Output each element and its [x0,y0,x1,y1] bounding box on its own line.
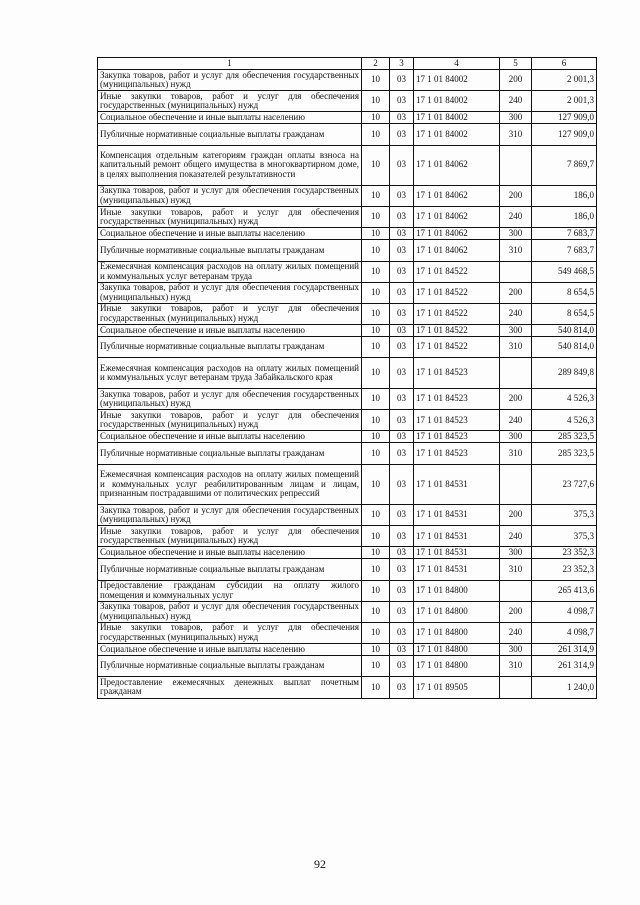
table-row [98,261,597,282]
target-article-code: 17 1 01 84800 [414,601,500,622]
amount-value: 375,3 [532,505,597,526]
expense-type-code [500,261,532,282]
amount-value: 549 468,5 [532,261,597,282]
subsection-code: 03 [390,124,414,145]
amount-value: 7 683,7 [532,240,597,261]
table-row [98,547,597,559]
subsection-code: 03 [390,207,414,228]
row-description: Иные закупки товаров, работ и услуг для обеспечения государственных (муниципальных) нужд [98,526,362,547]
row-description: Социальное обеспечение и иные выплаты населению [98,325,362,337]
subsection-code: 03 [390,580,414,601]
table-row [98,677,597,698]
amount-value: 4 526,3 [532,410,597,431]
row-description: Публичные нормативные социальные выплаты гражданам [98,240,362,261]
expense-type-code: 200 [500,389,532,410]
subsection-code: 03 [390,443,414,464]
amount-value: 23 352,3 [532,547,597,559]
subsection-code: 03 [390,282,414,303]
amount-value: 540 814,0 [532,337,597,358]
subsection-code: 03 [390,622,414,643]
subsection-code: 03 [390,656,414,677]
table-row [98,505,597,526]
row-description: Иные закупки товаров, работ и услуг для обеспечения государственных (муниципальных) нужд [98,303,362,324]
section-code: 10 [362,559,390,580]
amount-value: 285 323,5 [532,431,597,443]
row-description: Социальное обеспечение и иные выплаты населению [98,431,362,443]
expense-type-code: 300 [500,547,532,559]
target-article-code: 17 1 01 84062 [414,228,500,240]
section-code: 10 [362,228,390,240]
expense-type-code: 200 [500,601,532,622]
row-description: Ежемесячная компенсация расходов на оплату жилых помещений и коммунальных услуг ветеранам труда [98,261,362,282]
target-article-code: 17 1 01 84062 [414,185,500,206]
header-cell-1: 1 [98,58,362,70]
section-code: 10 [362,207,390,228]
target-article-code: 17 1 01 84523 [414,443,500,464]
row-description: Иные закупки товаров, работ и услуг для обеспечения государственных (муниципальных) нужд [98,207,362,228]
row-description: Закупка товаров, работ и услуг для обеспечения государственных (муниципальных) нужд [98,185,362,206]
expense-type-code: 200 [500,185,532,206]
row-description: Социальное обеспечение и иные выплаты населению [98,547,362,559]
amount-value: 2 001,3 [532,91,597,112]
expense-type-code: 300 [500,112,532,124]
section-code: 10 [362,185,390,206]
target-article-code: 17 1 01 84522 [414,303,500,324]
subsection-code: 03 [390,505,414,526]
table-row [98,124,597,145]
table-row [98,112,597,124]
section-code: 10 [362,145,390,185]
target-article-code: 17 1 01 84523 [414,389,500,410]
target-article-code: 17 1 01 84531 [414,559,500,580]
subsection-code: 03 [390,410,414,431]
row-description: Предоставление ежемесячных денежных выплат почетным гражданам [98,677,362,698]
target-article-code: 17 1 01 84522 [414,337,500,358]
target-article-code: 17 1 01 84531 [414,464,500,504]
expense-type-code [500,358,532,389]
target-article-code: 17 1 01 84522 [414,282,500,303]
amount-value: 375,3 [532,526,597,547]
target-article-code: 17 1 01 84531 [414,526,500,547]
amount-value: 8 654,5 [532,282,597,303]
row-description: Социальное обеспечение и иные выплаты населению [98,228,362,240]
amount-value: 23 727,6 [532,464,597,504]
table-row [98,228,597,240]
target-article-code: 17 1 01 84523 [414,358,500,389]
amount-value: 8 654,5 [532,303,597,324]
subsection-code: 03 [390,228,414,240]
table-row [98,337,597,358]
expense-type-code: 200 [500,282,532,303]
section-code: 10 [362,112,390,124]
target-article-code: 17 1 01 84800 [414,580,500,601]
row-description: Иные закупки товаров, работ и услуг для обеспечения государственных (муниципальных) нужд [98,91,362,112]
expense-type-code: 310 [500,124,532,145]
expense-type-code: 310 [500,443,532,464]
subsection-code: 03 [390,70,414,91]
subsection-code: 03 [390,91,414,112]
subsection-code: 03 [390,389,414,410]
subsection-code: 03 [390,185,414,206]
table-row [98,431,597,443]
row-description: Закупка товаров, работ и услуг для обеспечения государственных (муниципальных) нужд [98,505,362,526]
expense-type-code [500,677,532,698]
amount-value: 540 814,0 [532,325,597,337]
target-article-code: 17 1 01 84800 [414,622,500,643]
row-description: Публичные нормативные социальные выплаты гражданам [98,559,362,580]
expense-type-code [500,464,532,504]
section-code: 10 [362,282,390,303]
section-code: 10 [362,261,390,282]
expense-type-code: 240 [500,207,532,228]
section-code: 10 [362,431,390,443]
subsection-code: 03 [390,261,414,282]
amount-value: 261 314,9 [532,656,597,677]
section-code: 10 [362,70,390,91]
target-article-code: 17 1 01 84531 [414,547,500,559]
target-article-code: 17 1 01 84531 [414,505,500,526]
header-cell-3: 3 [390,58,414,70]
row-description: Компенсация отдельным категориям граждан оплаты взноса на капитальный ремонт общего имущества в многоквартирном доме, в целях выполнения показателей результативности [98,145,362,185]
section-code: 10 [362,656,390,677]
expense-type-code: 240 [500,303,532,324]
table-row [98,443,597,464]
section-code: 10 [362,337,390,358]
section-code: 10 [362,601,390,622]
row-description: Предоставление гражданам субсидии на оплату жилого помещения и коммунальных услуг [98,580,362,601]
table-row [98,91,597,112]
expense-type-code: 310 [500,656,532,677]
page-number: 92 [314,857,326,871]
target-article-code: 17 1 01 84523 [414,431,500,443]
target-article-code: 17 1 01 84002 [414,91,500,112]
row-description: Публичные нормативные социальные выплаты гражданам [98,124,362,145]
subsection-code: 03 [390,303,414,324]
header-cell-2: 2 [362,58,390,70]
table-row [98,207,597,228]
amount-value: 289 849,8 [532,358,597,389]
amount-value: 265 413,6 [532,580,597,601]
table-row [98,656,597,677]
row-description: Закупка товаров, работ и услуг для обеспечения государственных (муниципальных) нужд [98,70,362,91]
table-row [98,622,597,643]
subsection-code: 03 [390,547,414,559]
section-code: 10 [362,358,390,389]
expense-type-code: 240 [500,410,532,431]
expense-type-code: 240 [500,622,532,643]
target-article-code: 17 1 01 84062 [414,207,500,228]
table-row [98,303,597,324]
expense-type-code: 300 [500,325,532,337]
row-description: Социальное обеспечение и иные выплаты населению [98,644,362,656]
amount-value: 7 683,7 [532,228,597,240]
row-description: Ежемесячная компенсация расходов на оплату жилых помещений и коммунальных услуг реабилитированным лицам и лицам, признанным пострадавшими от политических репрессий [98,464,362,504]
section-code: 10 [362,240,390,261]
row-description: Публичные нормативные социальные выплаты гражданам [98,443,362,464]
subsection-code: 03 [390,644,414,656]
header-cell-4: 4 [414,58,500,70]
target-article-code: 17 1 01 84523 [414,410,500,431]
row-description: Публичные нормативные социальные выплаты гражданам [98,656,362,677]
subsection-code: 03 [390,112,414,124]
header-cell-5: 5 [500,58,532,70]
section-code: 10 [362,325,390,337]
section-code: 10 [362,547,390,559]
expense-type-code: 240 [500,91,532,112]
target-article-code: 17 1 01 84522 [414,261,500,282]
section-code: 10 [362,410,390,431]
section-code: 10 [362,443,390,464]
amount-value: 4 098,7 [532,622,597,643]
table-header-row [98,58,597,70]
table-row [98,145,597,185]
section-code: 10 [362,91,390,112]
amount-value: 23 352,3 [532,559,597,580]
budget-table [97,57,597,699]
subsection-code: 03 [390,526,414,547]
amount-value: 127 909,0 [532,124,597,145]
amount-value: 285 323,5 [532,443,597,464]
target-article-code: 17 1 01 84062 [414,145,500,185]
expense-type-code: 310 [500,240,532,261]
table-row [98,601,597,622]
row-description: Закупка товаров, работ и услуг для обеспечения государственных (муниципальных) нужд [98,601,362,622]
target-article-code: 17 1 01 84800 [414,644,500,656]
section-code: 10 [362,526,390,547]
subsection-code: 03 [390,240,414,261]
amount-value: 1 240,0 [532,677,597,698]
section-code: 10 [362,677,390,698]
table-row [98,644,597,656]
target-article-code: 17 1 01 84002 [414,124,500,145]
target-article-code: 17 1 01 84522 [414,325,500,337]
amount-value: 2 001,3 [532,70,597,91]
target-article-code: 17 1 01 84002 [414,70,500,91]
section-code: 10 [362,464,390,504]
subsection-code: 03 [390,145,414,185]
table-row [98,185,597,206]
row-description: Публичные нормативные социальные выплаты гражданам [98,337,362,358]
amount-value: 186,0 [532,207,597,228]
subsection-code: 03 [390,358,414,389]
target-article-code: 17 1 01 89505 [414,677,500,698]
table-row [98,410,597,431]
table-row [98,282,597,303]
expense-type-code: 310 [500,337,532,358]
row-description: Социальное обеспечение и иные выплаты населению [98,112,362,124]
section-code: 10 [362,389,390,410]
subsection-code: 03 [390,559,414,580]
expense-type-code: 300 [500,228,532,240]
section-code: 10 [362,622,390,643]
subsection-code: 03 [390,464,414,504]
section-code: 10 [362,124,390,145]
section-code: 10 [362,505,390,526]
table-body [98,58,597,699]
amount-value: 186,0 [532,185,597,206]
subsection-code: 03 [390,337,414,358]
table-row [98,580,597,601]
table-row [98,358,597,389]
table-row [98,559,597,580]
section-code: 10 [362,580,390,601]
expense-type-code [500,580,532,601]
expense-type-code: 240 [500,526,532,547]
expense-type-code: 310 [500,559,532,580]
target-article-code: 17 1 01 84800 [414,656,500,677]
amount-value: 4 526,3 [532,389,597,410]
header-cell-6: 6 [532,58,597,70]
amount-value: 261 314,9 [532,644,597,656]
section-code: 10 [362,644,390,656]
subsection-code: 03 [390,677,414,698]
expense-type-code: 300 [500,644,532,656]
target-article-code: 17 1 01 84062 [414,240,500,261]
table-row [98,389,597,410]
amount-value: 127 909,0 [532,112,597,124]
row-description: Ежемесячная компенсация расходов на оплату жилых помещений и коммунальных услуг ветеранам труда Забайкальского края [98,358,362,389]
expense-type-code [500,145,532,185]
amount-value: 4 098,7 [532,601,597,622]
table-row [98,240,597,261]
row-description: Иные закупки товаров, работ и услуг для обеспечения государственных (муниципальных) нужд [98,622,362,643]
expense-type-code: 200 [500,505,532,526]
table-row [98,325,597,337]
subsection-code: 03 [390,431,414,443]
expense-type-code: 300 [500,431,532,443]
table-row [98,464,597,504]
target-article-code: 17 1 01 84002 [414,112,500,124]
row-description: Закупка товаров, работ и услуг для обеспечения государственных (муниципальных) нужд [98,389,362,410]
table-row [98,526,597,547]
section-code: 10 [362,303,390,324]
row-description: Иные закупки товаров, работ и услуг для обеспечения государственных (муниципальных) нужд [98,410,362,431]
row-description: Закупка товаров, работ и услуг для обеспечения государственных (муниципальных) нужд [98,282,362,303]
table-row [98,70,597,91]
subsection-code: 03 [390,601,414,622]
expense-type-code: 200 [500,70,532,91]
amount-value: 7 869,7 [532,145,597,185]
subsection-code: 03 [390,325,414,337]
